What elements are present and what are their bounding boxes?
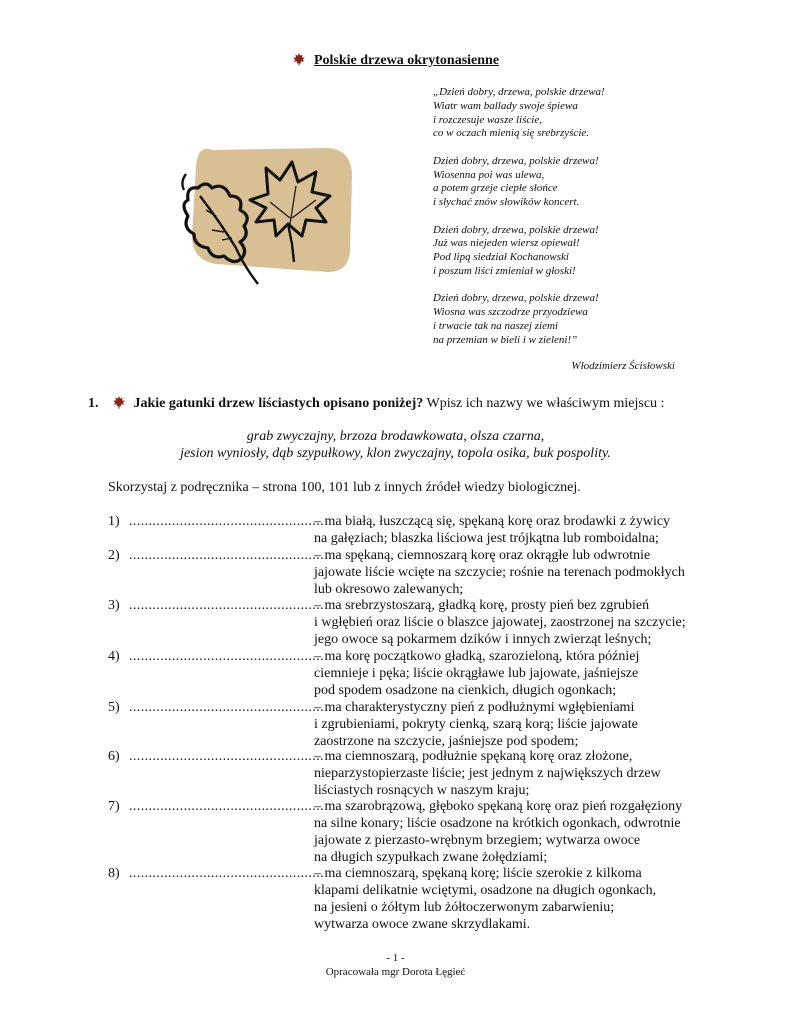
description-line: jajowate liście wcięte na szczycie; rośnie na terenach podmokłych xyxy=(314,565,685,580)
item-description xyxy=(314,648,714,699)
poem-line: Wiosenna poi was ulewa, xyxy=(433,168,545,181)
poem-line: „Dzień dobry, drzewa, polskie drzewa! xyxy=(433,86,605,98)
item-description xyxy=(314,865,714,933)
poem-line: i słychać znów słowików koncert. xyxy=(433,196,580,209)
poem-line: Dzień dobry, drzewa, polskie drzewa! xyxy=(433,292,599,305)
description-line: – ma korę początkowo gładką, szarozieloną, która później xyxy=(314,649,640,664)
poem-stanza xyxy=(433,155,733,210)
poem-line: co w oczach mienią się srebrzyście. xyxy=(433,127,590,140)
species-line: grab zwyczajny, brzoza brodawkowata, olsza czarna, xyxy=(246,429,545,444)
question-rest-text: Wpisz ich nazwy we właściwym miejscu : xyxy=(423,396,665,411)
answer-blank[interactable]: .................................................. xyxy=(129,514,324,529)
poem-line: i trwacie tak na naszej ziemi xyxy=(433,319,558,332)
poem-line: Wiatr wam ballady swoje śpiewa xyxy=(433,99,578,112)
description-line: – ma białą, łuszczącą się, spękaną korę oraz brodawki z żywicy xyxy=(314,514,671,529)
description-line: jego owoce są pokarmem dzików i innych zwierząt leśnych; xyxy=(314,632,652,647)
description-line: i wgłębień oraz liście o blaszce jajowatej, zaostrzonej na szczycie; xyxy=(314,615,686,630)
item-number: 7) xyxy=(108,799,120,814)
description-line: na gałęziach; blaszka liściowa jest trójkątna lub romboidalna; xyxy=(314,531,659,546)
item-description xyxy=(314,513,714,547)
poem-line: i rozczesuje wasze liście, xyxy=(433,113,542,126)
answer-blank[interactable]: .................................................. xyxy=(129,799,324,814)
item-description xyxy=(314,547,714,598)
answer-blank[interactable]: .................................................. xyxy=(129,548,324,563)
answer-blank[interactable]: .................................................. xyxy=(129,700,324,715)
poem-line: i poszum liści zmieniał w głoski! xyxy=(433,264,576,277)
species-line: jesion wyniosły, dąb szypułkowy, klon zwyczajny, topola osika, buk pospolity. xyxy=(180,446,611,461)
poem-line: Wiosna was szczodrze przyodziewa xyxy=(433,306,588,319)
species-list xyxy=(0,428,791,462)
description-line: – ma charakterystyczny pień z podłużnymi wgłębieniami xyxy=(314,700,635,715)
poem-line: Dzień dobry, drzewa, polskie drzewa! xyxy=(433,223,599,236)
description-line: – ma ciemnoszarą, spękaną korę; liście szerokie z kilkoma xyxy=(314,866,642,881)
page-title xyxy=(0,52,791,69)
item-description xyxy=(314,748,714,799)
description-line: na jesieni o żółtym lub żółtoczerwonym zabarwieniu; xyxy=(314,900,615,915)
item-number: 8) xyxy=(108,866,120,881)
maple-leaf-icon xyxy=(112,395,126,409)
page-number: - 1 - xyxy=(386,952,405,964)
item-number: 2) xyxy=(108,548,120,563)
poem-author: Włodzimierz Ścisłowski xyxy=(571,360,675,372)
item-number: 6) xyxy=(108,749,120,764)
poem-line: a potem grzeje ciepłe słońce xyxy=(433,182,558,195)
description-line: na silne konary; liście osadzone na krótkich ogonkach, odwrotnie xyxy=(314,816,681,831)
poem xyxy=(433,86,733,361)
question-heading xyxy=(88,395,664,412)
poem-line: Dzień dobry, drzewa, polskie drzewa! xyxy=(433,154,599,167)
poem-stanza xyxy=(433,224,733,279)
description-line: – ma srebrzystoszarą, gładką korę, prosty pień bez zgrubień xyxy=(314,598,650,613)
description-line: zaostrzone na szczycie, jaśniejsze pod spodem; xyxy=(314,734,579,749)
item-number: 1) xyxy=(108,514,120,529)
description-line: klapami delikatnie wciętymi, osadzone na długich ogonkach, xyxy=(314,883,657,898)
description-line: – ma spękaną, ciemnoszarą korę oraz okrągłe lub odwrotnie xyxy=(314,548,651,563)
oak-and-maple-leaves-clipart xyxy=(178,140,356,292)
question-bold-text: Jakie gatunki drzew liściastych opisano poniżej? xyxy=(133,396,424,411)
description-line: – ma ciemnoszarą, podłużnie spękaną korę oraz złożone, xyxy=(314,749,633,764)
item-description xyxy=(314,699,714,750)
footer-author: Opracowała mgr Dorota Łęgieć xyxy=(325,966,466,978)
poem-line: na przemian w bieli i w zieleni!” xyxy=(433,333,578,346)
poem-stanza xyxy=(433,292,733,347)
instruction-text: Skorzystaj z podręcznika – strona 100, 101 lub z innych źródeł wiedzy biologicznej. xyxy=(108,480,581,495)
description-line: i zgrubieniami, pokryty cienką, szarą korą; liście jajowate xyxy=(314,717,638,732)
item-description xyxy=(314,798,714,866)
title-text: Polskie drzewa okrytonasienne xyxy=(313,53,500,68)
description-line: nieparzystopierzaste liście; jest jednym z największych drzew xyxy=(314,766,661,781)
item-number: 3) xyxy=(108,598,120,613)
description-line: na długich szypułkach zwane żołędziami; xyxy=(314,850,548,865)
question-number: 1. xyxy=(88,396,99,411)
description-line: lub okresowo zalewanych; xyxy=(314,582,464,597)
description-line: liściastych rosnących w naszym kraju; xyxy=(314,783,530,798)
item-number: 4) xyxy=(108,649,120,664)
description-line: – ma szarobrązową, głęboko spękaną korę oraz pień rozgałęziony xyxy=(314,799,683,814)
poem-line: Już was niejeden wiersz opiewał! xyxy=(433,237,580,250)
description-line: ciemnieje i pęka; liście okrągławe lub jajowate, jaśniejsze xyxy=(314,666,639,681)
poem-stanza xyxy=(433,86,733,141)
answer-blank[interactable]: .................................................. xyxy=(129,749,324,764)
item-number: 5) xyxy=(108,700,120,715)
poem-line: Pod lipą siedział Kochanowski xyxy=(433,251,569,264)
description-line: jajowate z pierzasto-wrębnym brzegiem; wytwarza owoce xyxy=(314,833,641,848)
description-line: wytwarza owoce zwane skrzydlakami. xyxy=(314,917,531,932)
answer-blank[interactable]: .................................................. xyxy=(129,866,324,881)
item-description xyxy=(314,597,714,648)
answer-blank[interactable]: .................................................. xyxy=(129,598,324,613)
answer-blank[interactable]: .................................................. xyxy=(129,649,324,664)
maple-leaf-icon xyxy=(292,52,306,66)
description-line: pod spodem osadzone na cienkich, długich ogonkach; xyxy=(314,683,617,698)
